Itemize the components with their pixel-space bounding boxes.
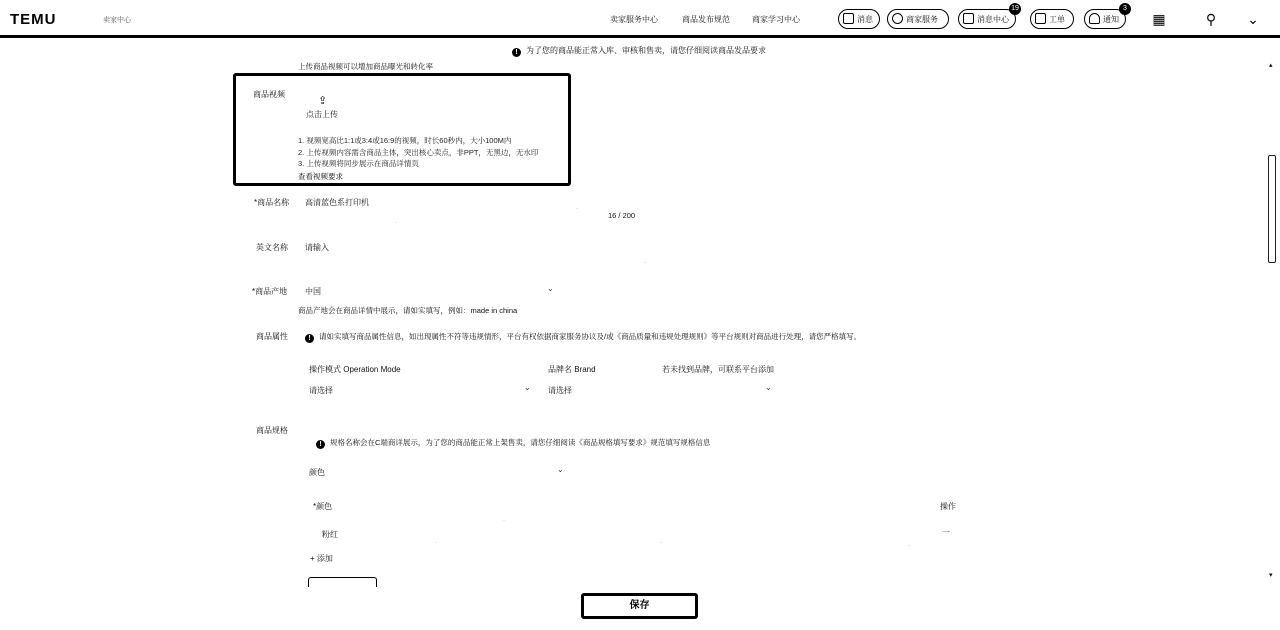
scroll-down-icon[interactable]: ▾ [1269, 572, 1273, 579]
nav-seller-service[interactable]: 卖家服务中心 [610, 15, 658, 24]
scrollbar-thumb[interactable] [1268, 155, 1276, 263]
spec-row-remove[interactable]: 一 [942, 528, 950, 537]
notification-count-badge: 3 [1119, 3, 1131, 15]
attributes-label: 商品属性 [256, 332, 288, 341]
product-name-input[interactable]: 高清蓝色系打印机 [305, 198, 369, 207]
video-rule-1: 1. 视频宽高比1:1或3:4或16:9的视频，时长60秒内，大小100M内 [298, 136, 512, 145]
nav-learning-center[interactable]: 商家学习中心 [752, 15, 800, 24]
brand-hint: 若未找到品牌，可联系平台添加 [662, 365, 774, 374]
origin-label: *商品产地 [252, 287, 288, 296]
pill-notifications[interactable]: 通知 3 [1084, 9, 1126, 29]
video-rule-3: 3. 上传视频将同步展示在商品详情页 [298, 159, 419, 168]
spec-row-color[interactable]: 粉红 [322, 530, 338, 539]
operation-mode-chevron-icon[interactable]: ⌄ [524, 383, 531, 392]
origin-chevron-icon[interactable]: ⌄ [547, 284, 554, 293]
upload-button[interactable]: 点击上传 [306, 110, 338, 119]
scroll-up-icon[interactable]: ▴ [1269, 62, 1273, 69]
top-header [0, 0, 1280, 38]
info-icon: ! [305, 334, 314, 343]
video-top-hint: 上传商品视频可以增加商品曝光和转化率 [298, 62, 433, 71]
top-notice: ! 为了您的商品能正常入库、审核和售卖，请您仔细阅读商品发品要求 [512, 45, 766, 57]
english-name-label: 英文名称 [256, 243, 288, 252]
avatar-icon[interactable]: ⚲ [1205, 11, 1217, 27]
spec-add-button[interactable]: + 添加 [310, 554, 333, 563]
view-video-requirements-link[interactable]: 查看视频要求 [298, 172, 343, 181]
grid-icon[interactable]: ▦ [1152, 11, 1166, 27]
video-label: 商品视频 [253, 90, 285, 99]
chat-icon [843, 13, 854, 24]
pill-services[interactable]: 商家服务 [887, 9, 949, 29]
save-button[interactable]: 保存 [581, 593, 698, 619]
upload-icon[interactable]: ⇪ [318, 95, 328, 107]
origin-select[interactable]: 中国 [305, 287, 321, 296]
video-rule-2: 2. 上传视频内容需含商品主体，突出核心卖点，非PPT，无黑边，无水印 [298, 148, 539, 157]
pill-message-center[interactable]: 消息中心 19 [958, 9, 1016, 29]
product-name-counter: 16 / 200 [608, 211, 636, 220]
temu-logo[interactable]: TEMU [10, 11, 57, 28]
attributes-notice: ! 请如实填写商品属性信息，如出现属性不符等违规情形，平台有权依据商家服务协议及/或《商品质量和违规处理规则》等平台规则对商品进行处理，请您严格填写。 [305, 331, 861, 343]
pill-messages[interactable]: 消息 [838, 9, 880, 29]
english-name-input[interactable]: 请输入 [305, 243, 329, 252]
ticket-icon [1035, 13, 1046, 24]
brand-chevron-icon[interactable]: ⌄ [765, 383, 772, 392]
origin-hint: 商品产地会在商品详情中展示，请如实填写，例如：made in china [298, 306, 518, 315]
service-icon [892, 13, 903, 24]
operation-mode-label: 操作模式 Operation Mode [309, 365, 401, 374]
spec-type-chevron-icon[interactable]: ⌄ [557, 465, 564, 474]
brand-select[interactable]: 请选择 [548, 386, 572, 395]
spec-notice: ! 规格名称会在C端商详展示，为了您的商品能正常上架售卖，请您仔细阅读《商品规格填写要求》规范填写规格信息 [316, 437, 710, 449]
spec-color-header: *颜色 [313, 502, 333, 511]
operation-mode-select[interactable]: 请选择 [309, 386, 333, 395]
product-name-label: *商品名称 [254, 198, 290, 207]
spec-add-box[interactable] [308, 577, 377, 587]
message-count-badge: 19 [1009, 3, 1021, 15]
spec-action-header: 操作 [940, 502, 956, 511]
brand-label: 品牌名 Brand [548, 365, 596, 374]
bell-icon [1089, 13, 1100, 24]
logo-suffix: 卖家中心 [103, 17, 131, 24]
spec-type-select[interactable]: 颜色 [309, 468, 325, 477]
pill-tickets[interactable]: 工单 [1030, 9, 1074, 29]
nav-product-rules[interactable]: 商品发布规范 [682, 15, 730, 24]
info-icon: ! [512, 48, 521, 57]
info-icon: ! [316, 440, 325, 449]
spec-label: 商品规格 [256, 426, 288, 435]
expand-icon[interactable]: ⌄ [1247, 11, 1259, 27]
inbox-icon [963, 13, 974, 24]
